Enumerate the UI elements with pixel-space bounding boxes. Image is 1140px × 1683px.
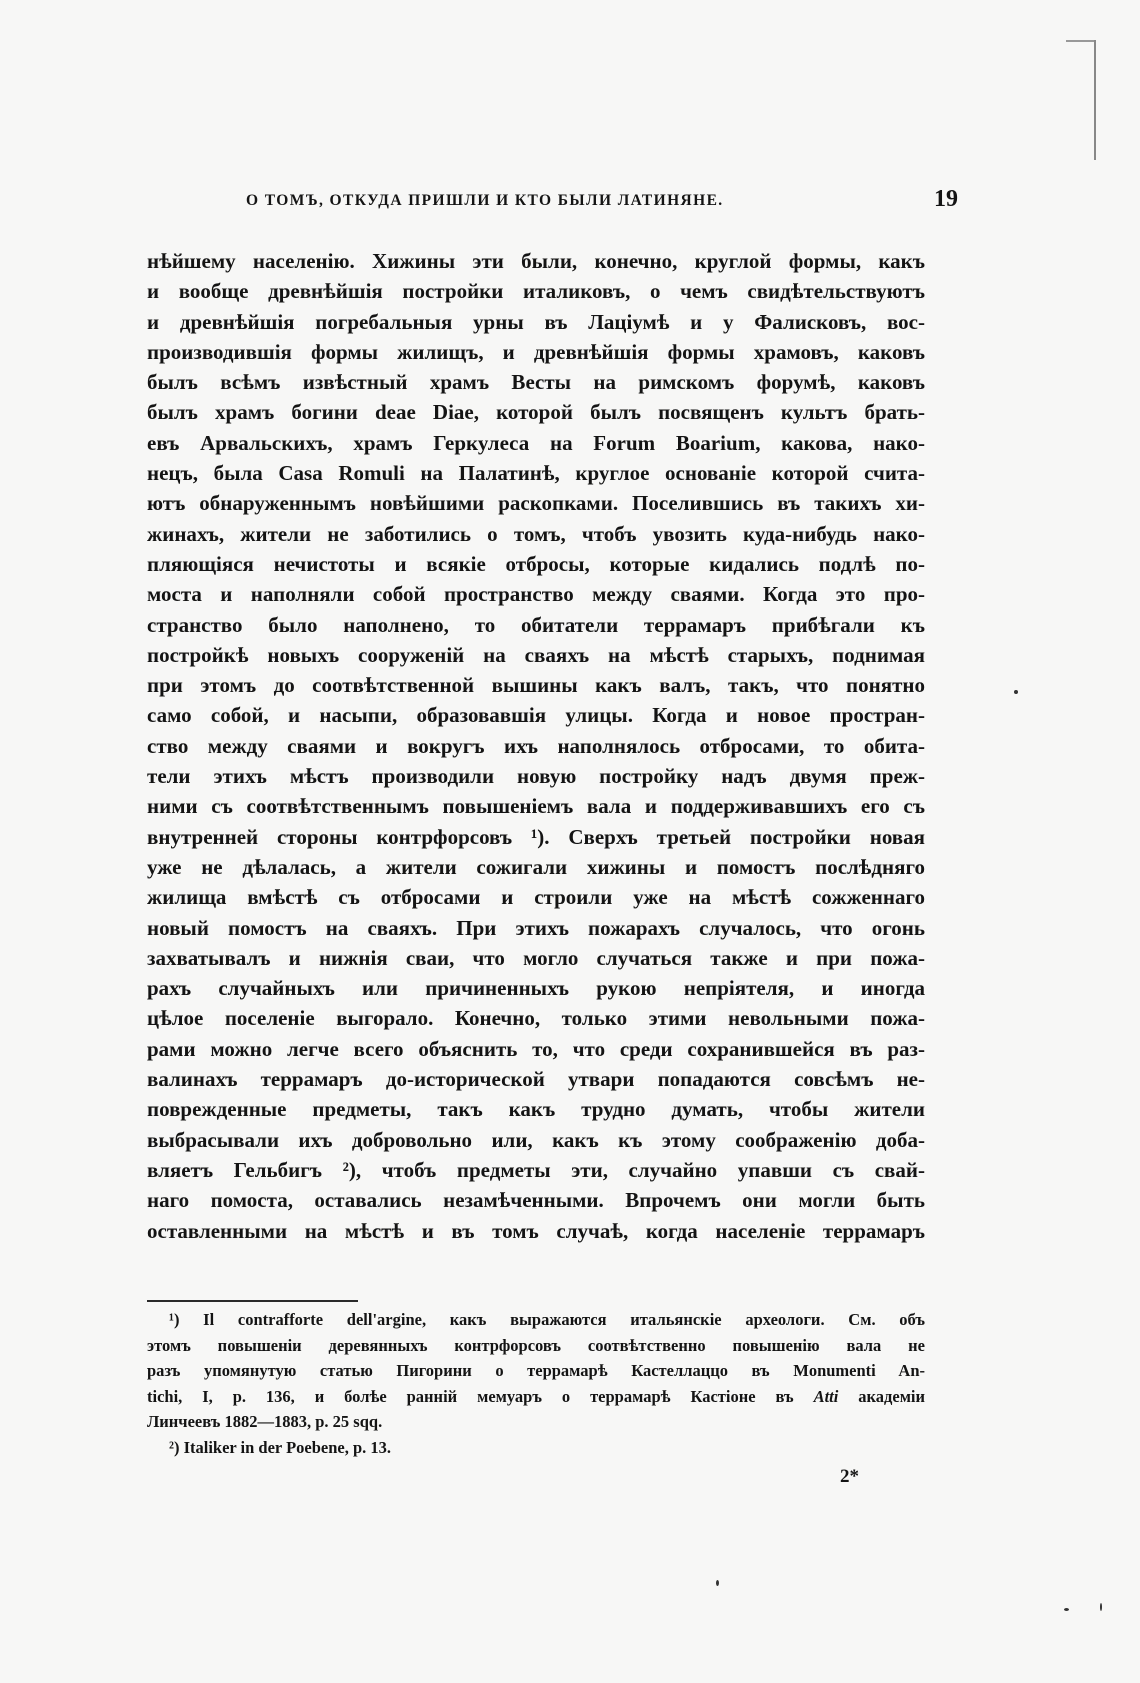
text-line: нѣйшему населенію. Хижины эти были, конечно, круглой формы, какъ xyxy=(147,249,925,273)
main-text xyxy=(147,246,925,1246)
text-line: рами можно легче всего объяснить то, что среди сохранившейся въ раз- xyxy=(147,1036,925,1061)
text-line: и вообще древнѣйшія постройки италиковъ, о чемъ свидѣтельствуютъ xyxy=(147,279,925,304)
footnote-1-italic: Atti xyxy=(813,1386,839,1406)
footnote-1-text: tichi, I, p. 136, и болѣе ранній мемуаръ о террамарѣ Кастіоне въ xyxy=(147,1386,794,1406)
footnote-2: ²) Italiker in der Poebene, p. 13. xyxy=(169,1437,392,1457)
text-line: оставленными на мѣстѣ и въ томъ случаѣ, когда населеніе террамаръ xyxy=(147,1218,925,1243)
scan-speck xyxy=(1100,1603,1102,1611)
text-line: постройкѣ новыхъ сооруженій на сваяхъ на мѣстѣ старыхъ, поднимая xyxy=(147,642,925,667)
footnote-1-line: этомъ повышеніи деревянныхъ контрфорсовъ соотвѣтственно повышенію вала не xyxy=(147,1335,925,1355)
text-line: само собой, и насыпи, образовавшія улицы. Когда и новое простран- xyxy=(147,703,925,728)
text-line: уже не дѣлалась, а жители сожигали хижины и помостъ послѣдняго xyxy=(147,854,925,879)
text-line: цѣлое поселеніе выгорало. Конечно, только этими невольными пожа- xyxy=(147,1006,925,1031)
text-line: ютъ обнаруженнымъ новѣйшими раскопками. Поселившись въ такихъ хи- xyxy=(147,491,925,516)
footnote-1-line: разъ упомянутую статью Пигорини о террамарѣ Кастеллаццо въ Monumenti An- xyxy=(147,1361,925,1380)
text-line: вляетъ Гельбигъ ²), чтобъ предметы эти, случайно упавши съ свай- xyxy=(147,1157,925,1182)
text-line: былъ всѣмъ извѣстный храмъ Весты на римскомъ форумѣ, каковъ xyxy=(147,370,925,395)
page-number: 19 xyxy=(934,186,958,212)
text-line: странство было наполнено, то обитатели террамаръ прибѣгали къ xyxy=(147,612,925,637)
text-line: жилища вмѣстѣ съ отбросами и строили уже на мѣстѣ сожженнаго xyxy=(147,885,925,910)
text-line: рахъ случайныхъ или причиненныхъ рукою непріятеля, и иногда xyxy=(147,976,925,1001)
page-edge-mark xyxy=(1066,40,1096,42)
text-line: жинахъ, жители не заботились о томъ, чтобъ увозить куда-нибудь нако- xyxy=(147,521,925,546)
footnote-1-line: Линчеевъ 1882—1883, p. 25 sqq. xyxy=(147,1412,383,1431)
text-line: нецъ, была Casa Romuli на Палатинѣ, круглое основаніе которой счита- xyxy=(147,461,925,486)
footnote-divider xyxy=(147,1300,358,1302)
text-line: внутренней стороны контрфорсовъ ¹). Сверхъ третьей постройки новая xyxy=(147,824,925,849)
page-header xyxy=(246,186,958,220)
footnote-1-line: ¹) Il contrafforte dell'argine, какъ выражаются итальянскіе археологи. См. объ xyxy=(169,1310,925,1329)
footnotes xyxy=(147,1307,925,1460)
footnote-1-text: академіи xyxy=(858,1386,926,1406)
scan-speck xyxy=(1014,690,1018,694)
text-line: ство между сваями и вокругъ ихъ наполнялось отбросами, то обита- xyxy=(147,733,925,758)
text-line: производившія формы жилищъ, и древнѣйшія формы храмовъ, каковъ xyxy=(147,339,925,364)
text-line: валинахъ террамаръ до-исторической утвари попадаются совсѣмъ не- xyxy=(147,1067,925,1092)
page-edge-line xyxy=(1094,40,1096,160)
scan-speck xyxy=(1064,1608,1069,1611)
text-line: евъ Арвальскихъ, храмъ Геркулеса на Forum Boarium, какова, нако- xyxy=(147,430,925,455)
text-line: тели этихъ мѣстъ производили новую постройку надъ двумя преж- xyxy=(147,764,925,789)
footnote-1-line xyxy=(147,1384,925,1410)
text-line: и древнѣйшія погребальныя урны въ Лаціумѣ и у Фалисковъ, вос- xyxy=(147,309,925,334)
text-line: моста и наполняли собой пространство между сваями. Когда это про- xyxy=(147,582,925,607)
text-line: поврежденные предметы, такъ какъ трудно думать, чтобы жители xyxy=(147,1097,925,1122)
text-line: выбрасывали ихъ добровольно или, какъ къ этому соображенію доба- xyxy=(147,1127,925,1152)
text-line: новый помостъ на сваяхъ. При этихъ пожарахъ случалось, что огонь xyxy=(147,915,925,940)
scan-speck xyxy=(716,1580,719,1586)
running-head: О ТОМЪ, ОТКУДА ПРИШЛИ И КТО БЫЛИ ЛАТИНЯНЕ. xyxy=(246,192,724,209)
text-line: при этомъ до соотвѣтственной вышины какъ валъ, такъ, что понятно xyxy=(147,673,925,698)
signature-mark: 2* xyxy=(840,1466,859,1487)
text-line: захватывалъ и нижнія сваи, что могло случаться также и при пожа- xyxy=(147,945,925,970)
text-line: ними съ соотвѣтственнымъ повышеніемъ вала и поддерживавшихъ его съ xyxy=(147,794,925,819)
text-line: былъ храмъ богини deae Diae, которой былъ посвященъ культъ брать- xyxy=(147,400,925,425)
text-line: наго помоста, оставались незамѣченными. Впрочемъ они могли быть xyxy=(147,1188,925,1213)
text-line: пляющіяся нечистоты и всякіе отбросы, которые кидались подлѣ по- xyxy=(147,551,925,576)
